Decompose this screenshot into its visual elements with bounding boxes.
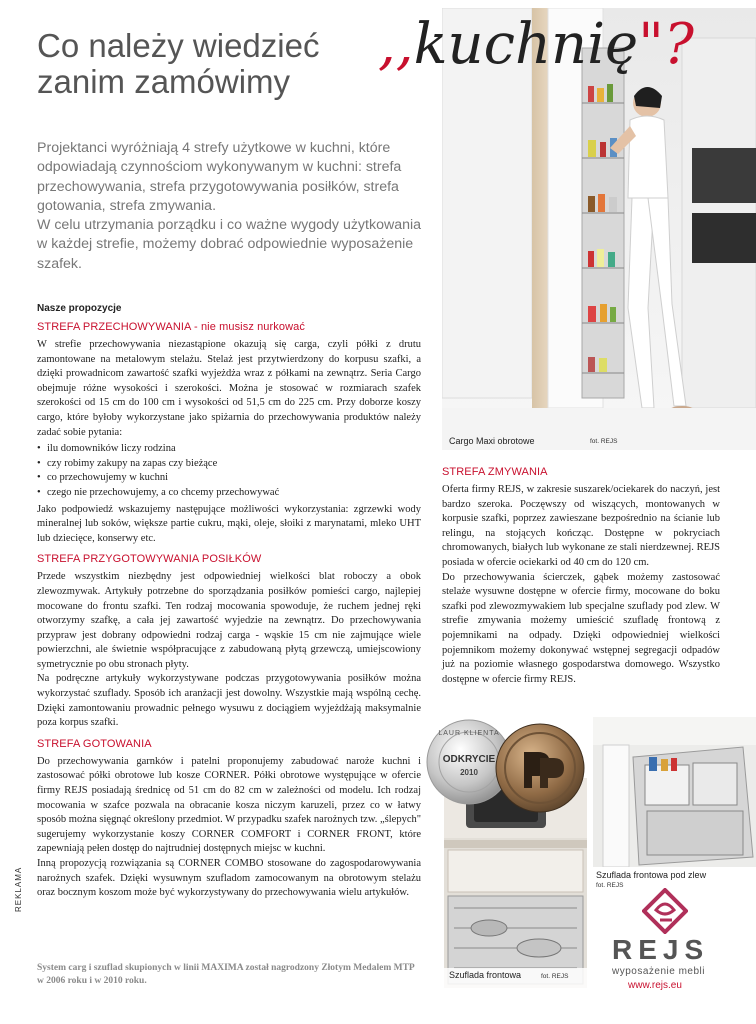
list-item: • czy robimy zakupy na zapas czy bieżące [37, 457, 421, 472]
medal-bronze-icon [494, 722, 586, 814]
cooking-paragraph: Do przechowywania garnków i patelni proponujemy zabudować naroże kuchni i zastosować półki obrotowe lub kosze CORNER. Półki obrotowe występujące w ofercie firmy REJS posiadają średnicę od 51 cm do 82 cm w zależności od modelu. Ich rodzaj mocowania w szafce pozwala na obracanie kosza niczym karuzeli, przez co w łatwy sposób można sięgnąć określony przedmiot. W przypadku szafek narożnych tzw. „ślepych" sugerujemy wykorzystanie koszy CORNER COMFORT i CORNER FRONT, które zapewniają pełen dostęp do najtrudniej dostępnych miejsc w kuchni. [37, 755, 422, 855]
title-line-1: Co należy wiedzieć [37, 27, 320, 64]
washing-heading: STREFA ZMYWANIA [442, 466, 548, 478]
title-line-2: zanim zamówimy [37, 63, 291, 100]
advertisement-label: REKLAMA [14, 866, 23, 912]
storage-heading [37, 320, 421, 334]
storage-question-list [37, 442, 421, 500]
washing-paragraph: Oferta firmy REJS, w zakresie suszarek/ociekarek do naczyń, jest bardzo szeroka. Poczęwszy od wiszących, montowanych w korpusie szafki, poprzez zawieszane bezpośrednio na ścianie lub relingu, na stojących kończąc. Dostępne w pokryciach chromowanych, białych lub wykonane ze stali nierdzewnej. REJS posiada w ofercie ociekarki od 40 cm do 120 cm. [442, 484, 720, 568]
washing-paragraph: Do przechowywania ścierczek, gąbek możemy zastosować stelaże wysuwne dostępne w ofercie firmy, mocowane do boku szafki pod zlewozmywakiem lub specjalne szuflady pod zlew. W strefie zmywania możemy umieścić szufladę frontową z pojemnikami na odpady. Dzięki odpowiedniej wielkości pojemnikom możemy dokonywać wstępnej segregacji odpadów już na poziomie własnego gospodarstwa domowego. Wszystko dostępne w ofercie firmy REJS. [442, 571, 720, 685]
prep-paragraph: Przede wszystkim niezbędny jest odpowiedniej wielkości blat roboczy a obok zlewozmywak. Artykuły potrzebne do sporządzania posiłków pomieści cargo, najlepiej mocowane do frontu szafki. Ten rodzaj mocowania spowoduje, że ruchem jednej ręki otworzymy szafkę, a cała jej zawartość wyjedzie na zewnątrz. Do przechowywania przypraw jest dobrany odpowiedni rodzaj carga - wąskie 15 cm nie zajmujące wiele powierzchni, ale świetnie współpracujące z zabudowaną płytą grzewczą, umiejscowiony symetrycznie po obu stronach płyty. [37, 571, 421, 670]
front-drawer-credit: fot. REJS [541, 973, 569, 980]
medal-ring-text: LAUR KLIENTA [438, 730, 500, 737]
rejs-emblem-icon [642, 888, 688, 934]
under-sink-drawer-credit: fot. REJS [596, 882, 624, 889]
brand-url[interactable]: www.rejs.eu [628, 980, 682, 991]
title-accent-word: kuchnię [413, 12, 639, 77]
right-column [442, 465, 720, 687]
proposals-label: Nasze propozycje [37, 303, 122, 314]
prep-paragraph: Na podręczne artykuły wykorzystywane podczas przygotowywania posiłków można wykorzystać szuflady. Sposób ich aranżacji jest dowolny. Wszystkie mają wspólną cechę. Dzięki zamontowaniu prowadnic pełnego wysuwu z dociągiem wyjeżdżają maksymalnie poza korpus szafki. [37, 673, 421, 729]
prep-heading: STREFA PRZYGOTOWYWANIA POSIŁKÓW [37, 553, 262, 566]
title-accent-close: "? [638, 12, 694, 77]
mtp-gold-medal [494, 722, 586, 814]
medal-year: 2010 [460, 768, 478, 777]
storage-heading-title: STREFA PRZECHOWYWANIA [37, 321, 191, 333]
front-drawer-caption: Szuflada frontowa [449, 970, 522, 980]
left-column [37, 320, 421, 901]
title-accent [378, 12, 694, 77]
title-accent-open-quote: ,, [378, 12, 414, 77]
medal-center-text: ODKRYCIE [442, 754, 496, 765]
under-sink-drawer-illustration [593, 717, 756, 867]
cargo-maxi-credit: fot. REJS [590, 438, 618, 445]
rejs-logo [602, 888, 752, 996]
intro [37, 139, 422, 274]
storage-heading-sub: - nie musisz nurkować [190, 321, 305, 333]
list-item: • czego nie przechowujemy, a co chcemy przechowywać [37, 486, 421, 501]
brand-tagline: wyposażenie mebli [612, 966, 705, 977]
cooking-paragraph: Inną propozycją rozwiązania są CORNER COMBO stosowane do zagospodarowywania narożnych szafek. Dzięki wysuwnym szufladom zamocowanym na obrotowym stelażu oraz bocznym koszom może być wykorzystywany do przechowywania wielu artykułów. [37, 858, 421, 899]
under-sink-drawer-caption: Szuflada frontowa pod zlew [596, 870, 707, 880]
cargo-maxi-caption: Cargo Maxi obrotowe [449, 436, 535, 446]
under-sink-drawer-photo [593, 717, 756, 867]
list-item: • ilu domowników liczy rodzina [37, 442, 421, 457]
intro-paragraph: Projektanci wyróżniają 4 strefy użytkowe w kuchni, które odpowiadają czynnościom wykonywanym w kuchni: strefa przechowywania, strefa przygotowywania posiłków, strefa gotowania, strefa zmywania. [37, 140, 402, 214]
brand-name: REJS [612, 934, 710, 965]
award-note: System carg i szuflad skupionych w linii MAXIMA został nagrodzony Złotym Medalem MTP w 2006 roku i w 2010 roku. [37, 963, 415, 986]
intro-paragraph: W celu utrzymania porządku i co ważne wygody użytkowania w każdej strefie, możemy dobrać odpowiednie wyposażenie szafek. [37, 217, 422, 272]
list-item: • co przechowujemy w kuchni [37, 471, 421, 486]
storage-paragraph: W strefie przechowywania niezastąpione okazują się carga, czyli półki z drutu zamontowane na metalowym stelażu. Stelaż jest przytwierdzony do korpusu szafki, a dzięki prowadnicom zawartość szafki wyjeżdża wraz z półkami na zewnątrz. Seria Cargo obejmuje różne wysokości i szerokości. Można je stosować w rozmiarach szafek szerokości od 15 cm do 100 cm i wysokości od 51,5 cm do 225 cm. Przy doborze koszy cargo, które byłoby wykorzystane jako spiżarnia do przechowywania produktów należy zadać sobie pytania: [37, 339, 421, 438]
storage-paragraph: Jako podpowiedź wskazujemy następujące możliwości wykorzystania: zgrzewki wody mineralnej lub soków, większe partie cukru, mąki, oleje, słoiki z marynatami, mleko UHT lub dziecięce, konserwy etc. [37, 503, 421, 544]
cooking-heading: STREFA GOTOWANIA [37, 737, 152, 750]
page-title [37, 28, 319, 100]
